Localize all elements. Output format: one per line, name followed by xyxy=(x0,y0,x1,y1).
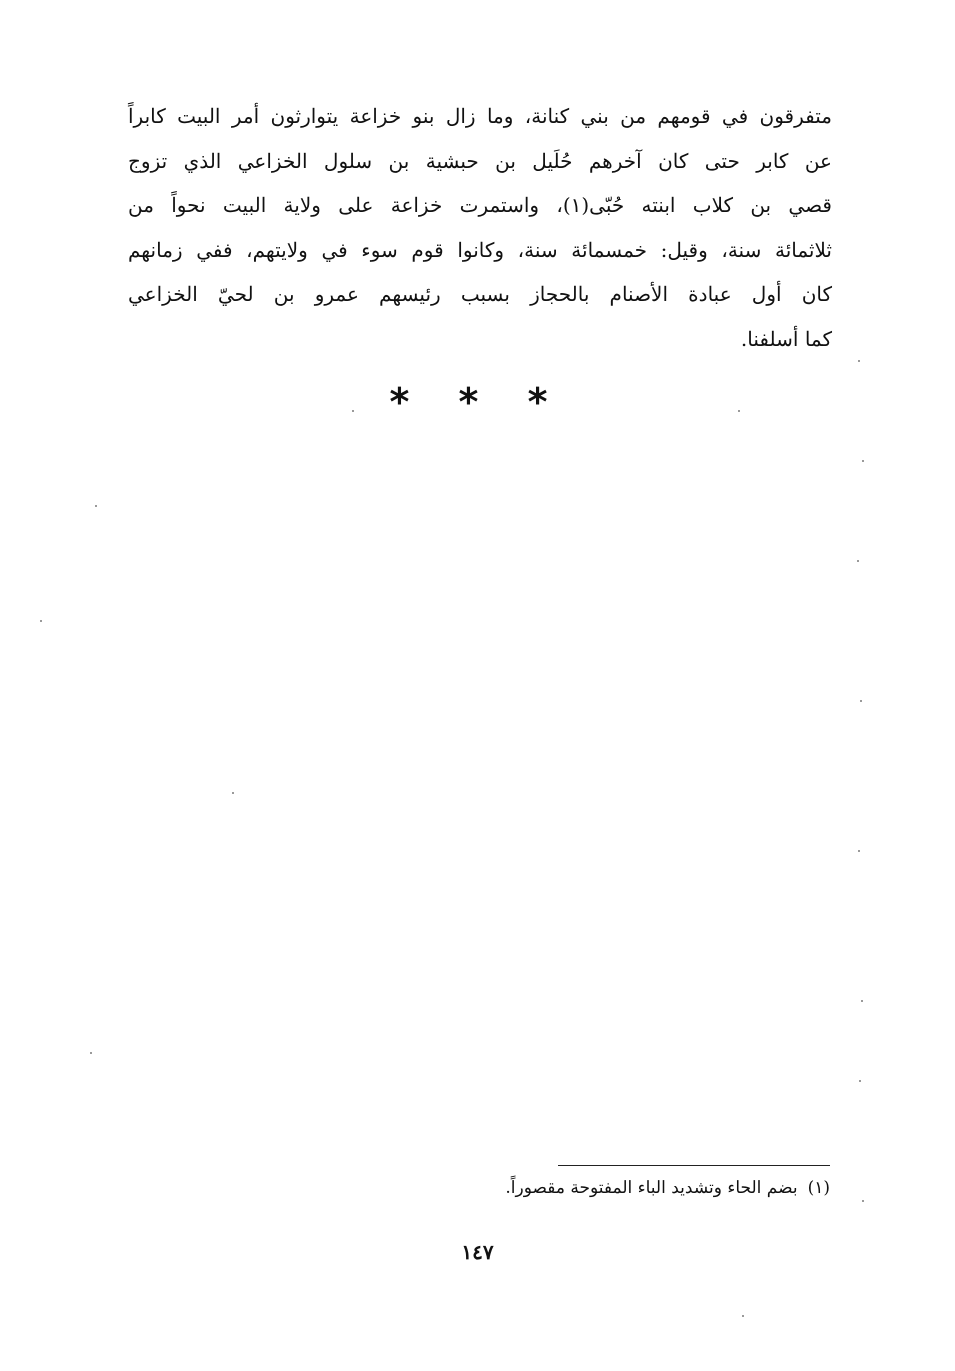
scan-speckle xyxy=(862,460,864,462)
section-separator: * * * xyxy=(389,380,566,424)
body-line: عن كابر حتى كان آخرهم حُلَيل بن حبشية بن سلول الخزاعي الذي تزوج xyxy=(128,148,832,173)
scan-speckle xyxy=(742,1315,744,1317)
body-line: ثلاثمائة سنة، وقيل: خمسمائة سنة، وكانوا قوم سوء في ولايتهم، ففي زمانهم xyxy=(128,237,832,262)
footnote xyxy=(505,1178,830,1198)
footnote-marker: (١) xyxy=(807,1178,830,1198)
footnote-divider xyxy=(558,1165,830,1166)
body-line: قصي بن كلاب ابنته حُبّى(١)، واستمرت خزاعة على ولاية البيت نحواً من xyxy=(128,193,832,217)
scan-speckle xyxy=(40,620,42,622)
scan-speckle xyxy=(90,1052,92,1054)
body-paragraph xyxy=(128,94,832,361)
scan-speckle xyxy=(860,700,862,702)
scan-speckle xyxy=(232,792,234,794)
body-line: كان أول عبادة الأصنام بالحجاز بسبب رئيسهم عمرو بن لحيّ الخزاعي xyxy=(128,282,832,306)
scan-speckle xyxy=(857,560,859,562)
scan-speckle xyxy=(95,505,97,507)
scan-speckle xyxy=(352,410,354,412)
page-number: ١٤٧ xyxy=(461,1240,494,1264)
scan-speckle xyxy=(859,1080,861,1082)
scan-speckle xyxy=(862,1200,864,1202)
scan-speckle xyxy=(858,360,860,362)
scan-speckle xyxy=(858,850,860,852)
body-line: متفرقون في قومهم من بني كنانة، وما زال بنو خزاعة يتوارثون أمر البيت كابراً xyxy=(128,104,832,128)
scan-speckle xyxy=(738,410,740,412)
footnote-text: بضم الحاء وتشديد الباء المفتوحة مقصوراً. xyxy=(505,1178,798,1198)
scan-speckle xyxy=(861,1000,863,1002)
body-line: كما أسلفنا. xyxy=(740,326,832,351)
